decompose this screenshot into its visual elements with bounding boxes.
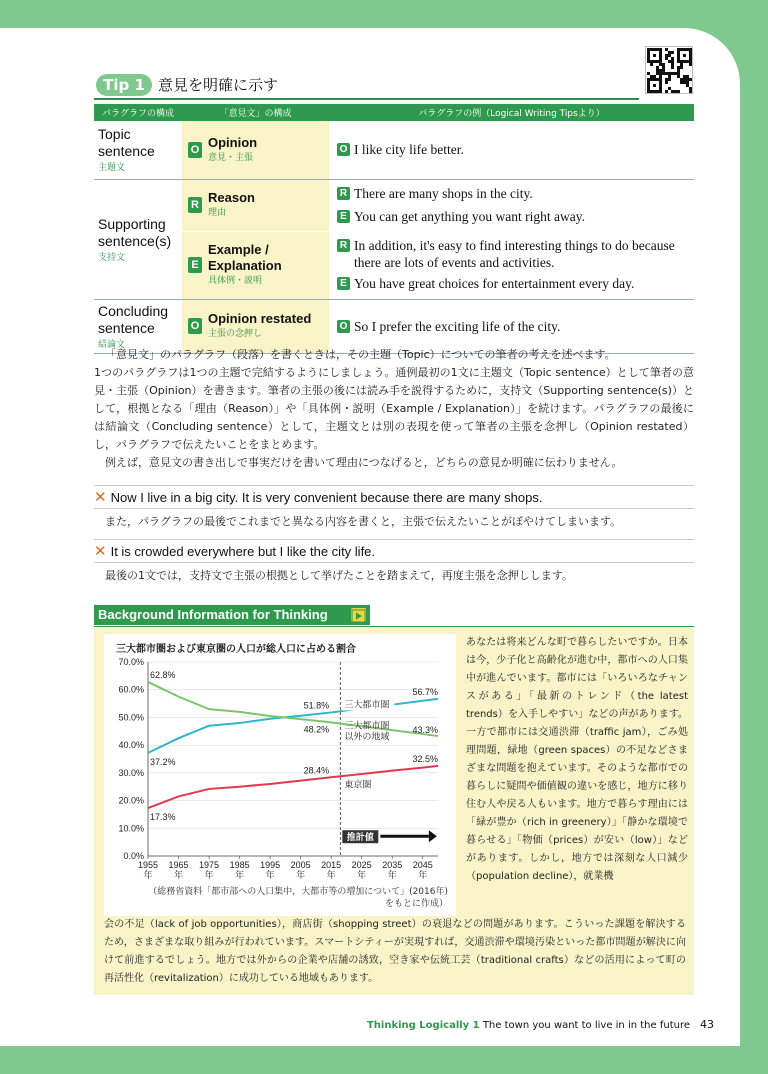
x-tick-label: 1955 年 — [137, 860, 159, 880]
series-line — [148, 699, 438, 753]
cross-icon: ✕ — [94, 542, 107, 560]
y-tick-label: 20.0% — [118, 795, 144, 806]
background-text: あなたは将来どんな町で暮らしたいですか。日本は今，少子化と高齢化が進む中，都市への人口集中が進んでいます。都市には「いろいろなチャンスがある」「最新のトレンド（the latest trends）を入手しやすい」などの声があります。一方で都市には交通渋滞（traffic jam），ごみ処理問題，緑地（green spaces）の不足などさまざまな問題を抱えています。そのような都市での暮らしに疑問や価値観の違いを感じ，地方に移り住む人や戻る人もいます。地方で暮らす理由には「緑が豊か（rich in greenery）」「静かな環境で暮らせる」「物価（prices）が安い（low）」などがあります。しかし，地方では深刻な人口減少（population decline），就業機 — [466, 637, 688, 882]
example-letter-icon: E — [188, 257, 202, 273]
qr-cell — [668, 78, 671, 81]
cross-icon: ✕ — [94, 488, 107, 506]
opinion-letter-icon: O — [188, 142, 202, 158]
x-tick-label: 2035 年 — [382, 860, 403, 880]
bad-example — [94, 539, 694, 563]
y-tick-label: 40.0% — [118, 740, 144, 751]
data-label: 32.5% — [412, 753, 438, 764]
body-text: 最後の1文では，支持文で主張の根拠として挙げたことを踏まえて，再度主張を念押しします。 — [105, 569, 573, 582]
series-name: 東京圏 — [344, 779, 372, 790]
bad-example — [94, 485, 694, 509]
table-cell — [94, 299, 182, 353]
qr-cell — [665, 81, 668, 84]
example-letter-icon: E — [337, 210, 350, 223]
reason-letter-icon: R — [188, 197, 202, 213]
qr-cell — [650, 63, 653, 66]
body-line: 例えば，意見文の書き出しで事実だけを書いて理由につなげると，どちらの意見か明確に伝わりません。 — [105, 456, 623, 469]
source-line: （総務省資料「都市部への人口集中，大都市等の増加について」(2016年) — [148, 887, 448, 897]
table-cell — [329, 179, 694, 231]
reason-letter-icon: R — [337, 187, 350, 200]
x-tick-label: 1995 年 — [260, 860, 281, 880]
page-number: 43 — [700, 1018, 714, 1031]
population-chart — [104, 652, 456, 888]
table-cell — [182, 231, 329, 299]
x-tick-label: 2015 年 — [321, 860, 342, 880]
structure-label-ja: 意見・主張 — [208, 152, 254, 163]
qr-cell — [689, 78, 692, 81]
body-line: 「意見文」のパラグラフ（段落）を書くときは，その主題（Topic）についての筆者の考えを述べます。 — [105, 348, 616, 361]
tip-rule — [94, 98, 639, 100]
part-name: Supporting sentence(s) — [98, 215, 172, 249]
qr-cell — [689, 90, 692, 93]
qr-code-icon[interactable] — [645, 46, 693, 94]
body-text: また，パラグラフの最後でこれまでと異なる内容を書くと，主張で伝えたいことがぼやけてしまいます。 — [105, 515, 622, 528]
projection-label: 推計値 — [346, 833, 374, 844]
table-cell — [329, 231, 694, 299]
y-tick-label: 50.0% — [118, 712, 144, 723]
y-tick-label: 70.0% — [118, 657, 144, 667]
example-sentence: There are many shops in the city. — [354, 186, 533, 202]
qr-cell — [671, 66, 674, 69]
data-label: 56.7% — [412, 686, 438, 697]
bad-example-text: Now I live in a big city. It is very convenient because there are many shops. — [110, 489, 543, 505]
structure-label: Opinion — [208, 134, 258, 150]
part-name-ja: 結論文 — [98, 339, 126, 350]
opinion-letter-icon: O — [337, 143, 350, 156]
table-cell — [94, 121, 182, 179]
play-icon[interactable] — [351, 608, 366, 622]
y-tick-label: 10.0% — [118, 823, 144, 834]
qr-cell — [671, 51, 674, 54]
qr-cell — [659, 90, 662, 93]
structure-label-ja: 理由 — [208, 208, 227, 218]
series-name: 三大都市圏 — [344, 699, 390, 710]
projection-arrow-head — [429, 830, 437, 842]
y-tick-label: 0.0% — [123, 851, 144, 861]
y-tick-label: 60.0% — [118, 684, 144, 695]
table-cell — [182, 179, 329, 231]
y-tick-label: 30.0% — [118, 767, 144, 778]
structure-label: Example / Explanation — [208, 242, 282, 273]
bottom-band — [0, 1046, 768, 1074]
data-label: 48.2% — [303, 724, 330, 735]
x-tick-label: 1965 年 — [168, 860, 189, 880]
qr-cell — [665, 90, 668, 93]
example-sentence: You can get anything you want right away. — [354, 209, 585, 225]
chart-title: 三大都市圏および東京圏の人口が総人口に占める割合 — [116, 644, 356, 655]
example-sentence: You have great choices for entertainment every day. — [354, 276, 635, 292]
qr-cell — [683, 54, 686, 57]
x-tick-label: 2005 年 — [290, 860, 311, 880]
data-label: 28.4% — [303, 765, 330, 776]
qr-cell — [653, 54, 656, 57]
data-label: 37.2% — [150, 756, 176, 767]
part-name-ja: 主題文 — [98, 163, 126, 174]
x-tick-label: 2025 年 — [351, 860, 372, 880]
body-text: 1つのパラグラフは1つの主題で完結するようにしましょう。通例最初の1文に主題文（Topic sentence）として筆者の意見・主張（Opinion）を書きます。筆者の主張の後には読み手を説得するために，支持文（Supporting sentence(s)）として，根拠となる「理由（Reason）」や「具体例・説明（Example / Explanation）」を続けます。パラグラフの最後には結論文（Concluding sentence）として，主題文とは別の表現を使って筆者の主張を念押し（Opinion restated）し，パラグラフで伝えたいことをまとめます。 — [94, 366, 694, 451]
structure-label-ja: 具体例・説明 — [208, 276, 263, 286]
running-footer — [330, 1020, 690, 1031]
background-heading: Background Information for Thinking — [94, 605, 370, 625]
example-sentence: I like city life better. — [354, 142, 464, 158]
background-text-continued: 会の不足（lack of job opportunities），商店街（shopping street）の衰退などの問題があります。こういった課題を解決するため，さまざまな取り組みが行われています。スマートシティーが実現すれば，交通渋滞や環境汚染といった都市問題が解決に向けて前進するでしょう。地方では外からの企業や店舗の誘致，空き家や伝統工芸（traditional crafts）などの活用によって町の再活性化（revitalization）に成功している地域もあります。 — [104, 919, 686, 984]
example-letter-icon: E — [337, 277, 350, 290]
source-line: をもとに作成） — [384, 899, 448, 909]
chart-source — [116, 886, 448, 910]
data-label: 43.3% — [412, 724, 438, 735]
tip-title: 意見を明確に示す — [158, 76, 279, 94]
structure-label: Opinion restated — [208, 311, 312, 326]
body-paragraph — [94, 346, 694, 472]
opinion-letter-icon: O — [188, 318, 202, 334]
reason-letter-icon: R — [337, 239, 350, 252]
part-name-ja: 支持文 — [98, 252, 126, 263]
footer-title: The town you want to live in in the future — [479, 1020, 690, 1031]
x-tick-label: 1985 年 — [229, 860, 250, 880]
qr-cell — [653, 84, 656, 87]
table-cell — [182, 121, 329, 179]
table-cell — [182, 299, 329, 353]
data-label: 51.8% — [303, 700, 330, 711]
structure-label: Reason — [208, 190, 255, 205]
part-name: Concluding sentence — [98, 302, 169, 336]
structure-label-ja: 主張の念押し — [208, 329, 263, 339]
x-tick-label: 2045 年 — [412, 860, 433, 880]
series-line — [148, 682, 438, 736]
table-header: 「意見文」の構成 — [182, 104, 329, 121]
table-header: パラグラフの構成 — [94, 104, 182, 121]
part-name: Topic sentence — [98, 126, 155, 160]
table-cell — [329, 299, 694, 353]
example-sentence: In addition, it's easy to find interesting things to do because there are lots of events and activities. — [354, 238, 675, 271]
table-header: パラグラフの例（Logical Writing Tipsより） — [329, 104, 694, 121]
tip-badge: Tip 1 — [96, 74, 152, 96]
data-label: 17.3% — [150, 812, 176, 823]
series-name: 三大都市圏 — [344, 720, 390, 731]
x-tick-label: 1975 年 — [199, 860, 220, 880]
data-label: 62.8% — [150, 669, 176, 680]
table-cell — [329, 121, 694, 179]
series-line — [148, 766, 438, 808]
table-cell — [94, 179, 182, 299]
qr-cell — [677, 90, 680, 93]
series-name: 以外の地域 — [344, 731, 390, 742]
paragraph-structure-table — [94, 104, 694, 354]
footer-lead: Thinking Logically 1 — [366, 1020, 480, 1031]
example-sentence: So I prefer the exciting life of the city. — [354, 318, 561, 334]
qr-cell — [689, 63, 692, 66]
opinion-letter-icon: O — [337, 320, 350, 333]
bad-example-text: It is crowded everywhere but I like the city life. — [110, 543, 376, 559]
qr-cell — [680, 66, 683, 69]
